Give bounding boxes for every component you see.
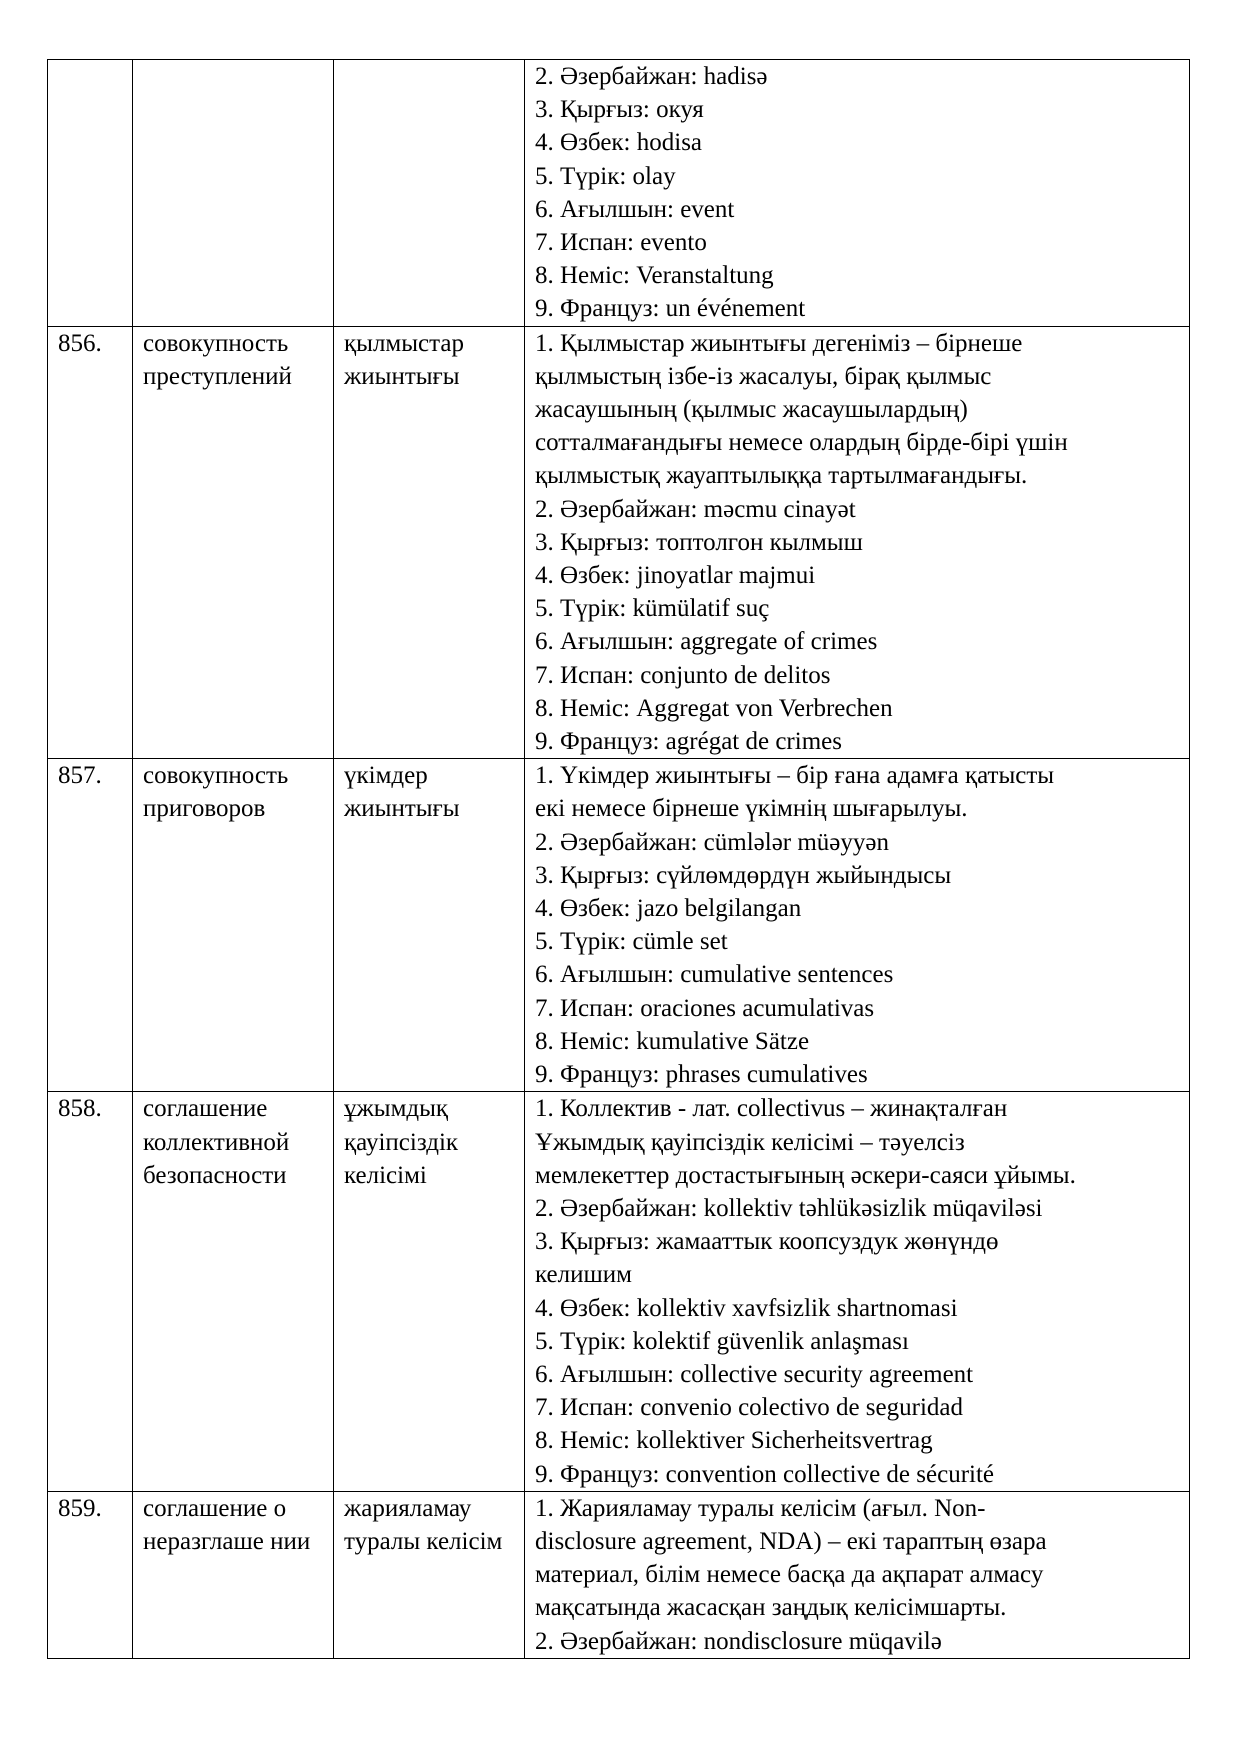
definition-line: 1. Коллектив - лат. collectivus – жинақталған xyxy=(535,1095,1008,1123)
definition-line: 1. Қылмыстар жиынтығы дегеніміз – бірнеше xyxy=(535,329,1023,357)
definition-line: 3. Қырғыз: окуя xyxy=(535,96,704,124)
definition-line: 2. Әзербайжан: hadisə xyxy=(535,63,768,90)
entry-number: 857. xyxy=(48,759,133,1092)
definition-line: 5. Түрік: cümle set xyxy=(535,928,728,956)
russian-term xyxy=(133,1092,334,1491)
definition-line: 6. Ағылшын: cumulative sentences xyxy=(535,961,894,989)
definition-line: 9. Француз: agrégat de crimes xyxy=(535,728,842,756)
definition-line: 5. Түрік: kolektif güvenlik anlaşması xyxy=(535,1327,909,1355)
definition-line: 2. Әзербайжан: nondisclosure müqavilə xyxy=(535,1627,942,1655)
table-row xyxy=(48,759,1190,1092)
definition-line: мемлекеттер достастығының әскери-саяси ұйымы. xyxy=(535,1161,1076,1189)
definition-line: 4. Өзбек: jazo belgilangan xyxy=(535,895,802,923)
russian-term xyxy=(133,759,334,1092)
entry-number xyxy=(48,60,133,327)
definition-line: 1. Жарияламау туралы келісім (ағыл. Non- xyxy=(535,1494,986,1522)
definition-line: 9. Француз: convention collective de sécurité xyxy=(535,1460,995,1488)
definition-line: 4. Өзбек: hodisa xyxy=(535,129,703,157)
definition-line: 1. Үкімдер жиынтығы – бір ғана адамға қатысты xyxy=(535,762,1055,790)
definition-line: қылмыстың ізбе-із жасалуы, бірақ қылмыс xyxy=(535,362,992,390)
russian-term xyxy=(133,60,334,327)
glossary-table xyxy=(47,59,1190,1659)
definition-line: disclosure agreement, NDA) – екі тараптың өзара xyxy=(535,1527,1047,1555)
russian-term-text: совокупность приговоров xyxy=(143,762,289,823)
definition-line: 3. Қырғыз: жамааттык коопсуздук жөнүндө xyxy=(535,1228,999,1256)
definition-line: екі немесе бірнеше үкімнің шығарылуы. xyxy=(535,795,968,823)
definition-cell xyxy=(525,759,1190,1092)
definition-cell xyxy=(525,1092,1190,1491)
definition-line: 5. Түрік: olay xyxy=(535,162,676,190)
kazakh-term-text: үкімдер жиынтығы xyxy=(344,762,460,823)
definition-line: 7. Испан: evento xyxy=(535,229,707,257)
entry-number: 856. xyxy=(48,326,133,759)
definition-line: 2. Әзербайжан: cümlələr müəyyən xyxy=(535,828,890,856)
definition-line: 6. Ағылшын: event xyxy=(535,195,735,223)
definition-cell xyxy=(525,1491,1190,1658)
definition-line: 5. Түрік: kümülatif suç xyxy=(535,595,770,623)
definition-line: 9. Француз: un événement xyxy=(535,295,806,323)
definition-line: 6. Ағылшын: collective security agreement xyxy=(535,1360,974,1388)
definition-line: 7. Испан: oraciones acumulativas xyxy=(535,994,875,1022)
entry-number: 858. xyxy=(48,1092,133,1491)
russian-term-text: соглашение коллективной безопасности xyxy=(143,1095,290,1189)
definition-line: 7. Испан: conjunto de delitos xyxy=(535,661,831,689)
kazakh-term-text: жарияламау туралы келісім xyxy=(344,1494,503,1555)
kazakh-term-text: ұжымдық қауіпсіздік келісімі xyxy=(344,1095,459,1189)
russian-term xyxy=(133,326,334,759)
definition-line: 8. Неміс: kollektiver Sicherheitsvertrag xyxy=(535,1427,933,1455)
definition-line: 8. Неміс: Aggregat von Verbrechen xyxy=(535,694,893,722)
definition-cell xyxy=(525,326,1190,759)
definition-line: материал, білім немесе басқа да ақпарат алмасу xyxy=(535,1561,1044,1589)
table-row xyxy=(48,1491,1190,1658)
document-page xyxy=(47,59,1189,1659)
definition-line: жасаушының (қылмыс жасаушылардың) xyxy=(535,396,968,424)
kazakh-term xyxy=(334,1491,525,1658)
definition-line: келишим xyxy=(535,1261,632,1289)
table-row xyxy=(48,60,1190,327)
definition-line: 4. Өзбек: kollektiv xavfsizlik shartnomasi xyxy=(535,1294,958,1322)
russian-term-text: соглашение о неразглаше нии xyxy=(143,1494,311,1555)
definition-line: 2. Әзербайжан: məcmu cinayət xyxy=(535,495,856,523)
kazakh-term xyxy=(334,1092,525,1491)
table-row xyxy=(48,326,1190,759)
definition-line: 8. Неміс: Veranstaltung xyxy=(535,262,774,290)
definition-line: 2. Әзербайжан: kollektiv təhlükəsizlik müqaviləsi xyxy=(535,1194,1043,1222)
kazakh-term xyxy=(334,60,525,327)
definition-line: қылмыстық жауаптылыққа тартылмағандығы. xyxy=(535,462,1028,490)
definition-line: сотталмағандығы немесе олардың бірде-бірі үшін xyxy=(535,429,1068,457)
russian-term-text: совокупность преступлений xyxy=(143,329,292,390)
table-row xyxy=(48,1092,1190,1491)
definition-line: 3. Қырғыз: топтолгон кылмыш xyxy=(535,528,863,556)
definition-line: 9. Француз: phrases cumulatives xyxy=(535,1061,868,1089)
definition-line: Ұжымдық қауіпсіздік келісімі – тәуелсіз xyxy=(535,1128,965,1156)
russian-term xyxy=(133,1491,334,1658)
definition-cell xyxy=(525,60,1190,327)
definition-line: 6. Ағылшын: aggregate of crimes xyxy=(535,628,878,656)
definition-line: 8. Неміс: kumulative Sätze xyxy=(535,1027,810,1055)
definition-line: мақсатында жасасқан заңдық келісімшарты. xyxy=(535,1594,1007,1622)
entry-number: 859. xyxy=(48,1491,133,1658)
definition-line: 7. Испан: convenio colectivo de seguridad xyxy=(535,1394,964,1422)
kazakh-term xyxy=(334,326,525,759)
kazakh-term xyxy=(334,759,525,1092)
definition-line: 3. Қырғыз: сүйлөмдөрдүн жыйындысы xyxy=(535,861,952,889)
definition-line: 4. Өзбек: jinoyatlar majmui xyxy=(535,562,816,590)
kazakh-term-text: қылмыстар жиынтығы xyxy=(344,329,464,390)
